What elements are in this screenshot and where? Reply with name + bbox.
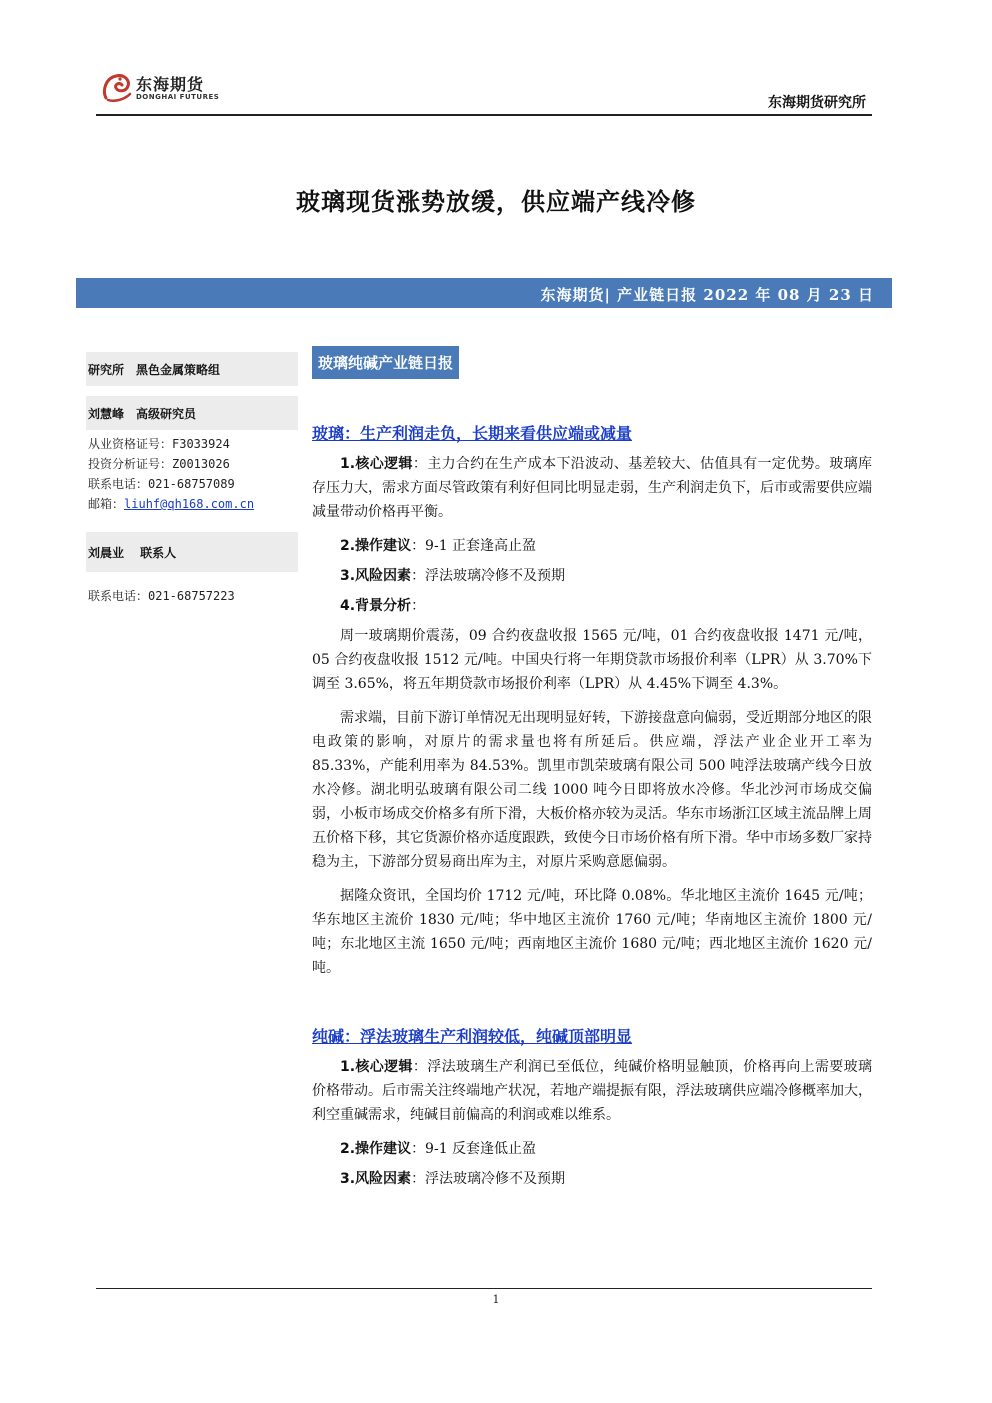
contact-name: 刘晨业 联系人 [88,546,177,560]
glass-background-p1: 周一玻璃期价震荡，09 合约夜盘收报 1565 元/吨，01 合约夜盘收报 1471 元/吨，05 合约夜盘收报 1512 元/吨。中国央行将一年期贷款市场报价利率（LPR）从 3.70%下调至 3.65%，将五年期贷款市场报价利率（LPR）从 4.45%下调至 4.3%。 [312,628,872,692]
glass-advice [312,534,872,558]
glass-risk [312,564,872,588]
author-sidebar [86,352,298,606]
report-banner [76,278,892,308]
glass-section-title[interactable]: 玻璃：生产利润走负，长期来看供应端或减量 [312,424,633,443]
glass-background-p3: 据隆众资讯，全国均价 1712 元/吨，环比降 0.08%。华北地区主流价 1645 元/吨；华东地区主流价 1830 元/吨；华中地区主流价 1760 元/吨；华南地区主流价 1800 元/吨；东北地区主流 1650 元/吨；西南地区主流价 1680 元/吨；西北地区主流价 1620 元/吨。 [312,888,872,976]
logo-chinese-text: 东海期货 [136,75,205,94]
analyst-email [86,494,298,514]
report-title: 玻璃现货涨势放缓，供应端产线冷修 [296,187,696,216]
research-group-block [86,352,298,386]
banner-text: 东海期货| 产业链日报 2022 年 08 月 23 日 [540,286,874,304]
logo-english-text: DONGHAI FUTURES [136,93,220,101]
email-link[interactable]: liuhf@qh168.com.cn [124,497,255,511]
soda-risk-label: 3.风险因素 [340,1171,412,1187]
glass-background-label: 4.背景分析 [340,598,412,614]
header-divider [96,114,872,116]
soda-logic-label: 1.核心逻辑 [340,1059,413,1075]
soda-risk-text: ：浮法玻璃冷修不及预期 [411,1171,566,1187]
glass-logic-text: ：主力合约在生产成本下沿波动、基差较大、估值具有一定优势。玻璃库存压力大，需求方面尽管政策有利好但同比明显走弱，生产利润走负下，后市或需要供应端减量带动价格再平衡。 [312,456,872,520]
glass-background-colon: ： [411,598,426,614]
footer-divider [96,1288,872,1289]
soda-advice-text: ：9-1 反套逢低止盈 [411,1141,537,1157]
analyst-phone: 联系电话：021-68757089 [88,477,235,491]
email-label: 邮箱： [88,497,125,511]
soda-advice [312,1137,872,1161]
analyst-block [86,396,298,430]
institute-name: 东海期货研究所 [768,95,866,111]
soda-advice-label: 2.操作建议 [340,1141,412,1157]
soda-logic-text: ：浮法玻璃生产利润已至低位，纯碱价格明显触顶，价格再向上需要玻璃价格带动。后市需关注终端地产状况，若地产端提振有限，浮法玻璃供应端冷修概率加大，利空重碱需求，纯碱目前偏高的利润或难以维系。 [312,1059,872,1123]
soda-core-logic [312,1055,872,1127]
research-group: 研究所 黑色金属策略组 [88,363,221,377]
glass-advice-label: 2.操作建议 [340,538,412,554]
company-logo [96,62,236,112]
glass-risk-label: 3.风险因素 [340,568,412,584]
glass-background-heading [312,594,872,618]
dragon-logo-icon [100,70,134,104]
soda-risk [312,1167,872,1191]
glass-core-logic [312,452,872,524]
report-tag: 玻璃纯碱产业链日报 [312,346,459,379]
analyst-investment-license: 投资分析证号：Z0013026 [88,457,230,471]
report-content [312,346,872,1191]
glass-risk-text: ：浮法玻璃冷修不及预期 [411,568,566,584]
glass-background-p2: 需求端，目前下游订单情况无出现明显好转，下游接盘意向偏弱，受近期部分地区的限电政策的影响，对原片的需求量也将有所延后。供应端，浮法产业企业开工率为 85.33%，产能利用率为 84.53%。凯里市凯荣玻璃有限公司 500 吨浮法玻璃产线今日放水冷修。湖北明弘玻璃有限公司二线 1000 吨今日即将放水冷修。华北沙河市场成交偏弱，小板市场成交价格多有所下滑，大板价格亦较为灵活。华东市场浙江区域主流品牌上周五价格下移，其它货源价格亦适度跟跌，致使今日市场价格有所下滑。华中市场多数厂家持稳为主，下游部分贸易商出库为主，对原片采购意愿偏弱。 [312,710,872,870]
analyst-license: 从业资格证号：F3033924 [88,437,230,451]
glass-logic-label: 1.核心逻辑 [340,456,413,472]
contact-phone: 联系电话：021-68757223 [88,589,235,603]
analyst-name: 刘慧峰 高级研究员 [88,407,197,421]
glass-advice-text: ：9-1 正套逢高止盈 [411,538,537,554]
page-header [96,62,872,116]
page-number: 1 [492,1293,500,1306]
soda-section-title[interactable]: 纯碱：浮法玻璃生产利润较低，纯碱顶部明显 [312,1027,633,1046]
contact-block [86,532,298,572]
